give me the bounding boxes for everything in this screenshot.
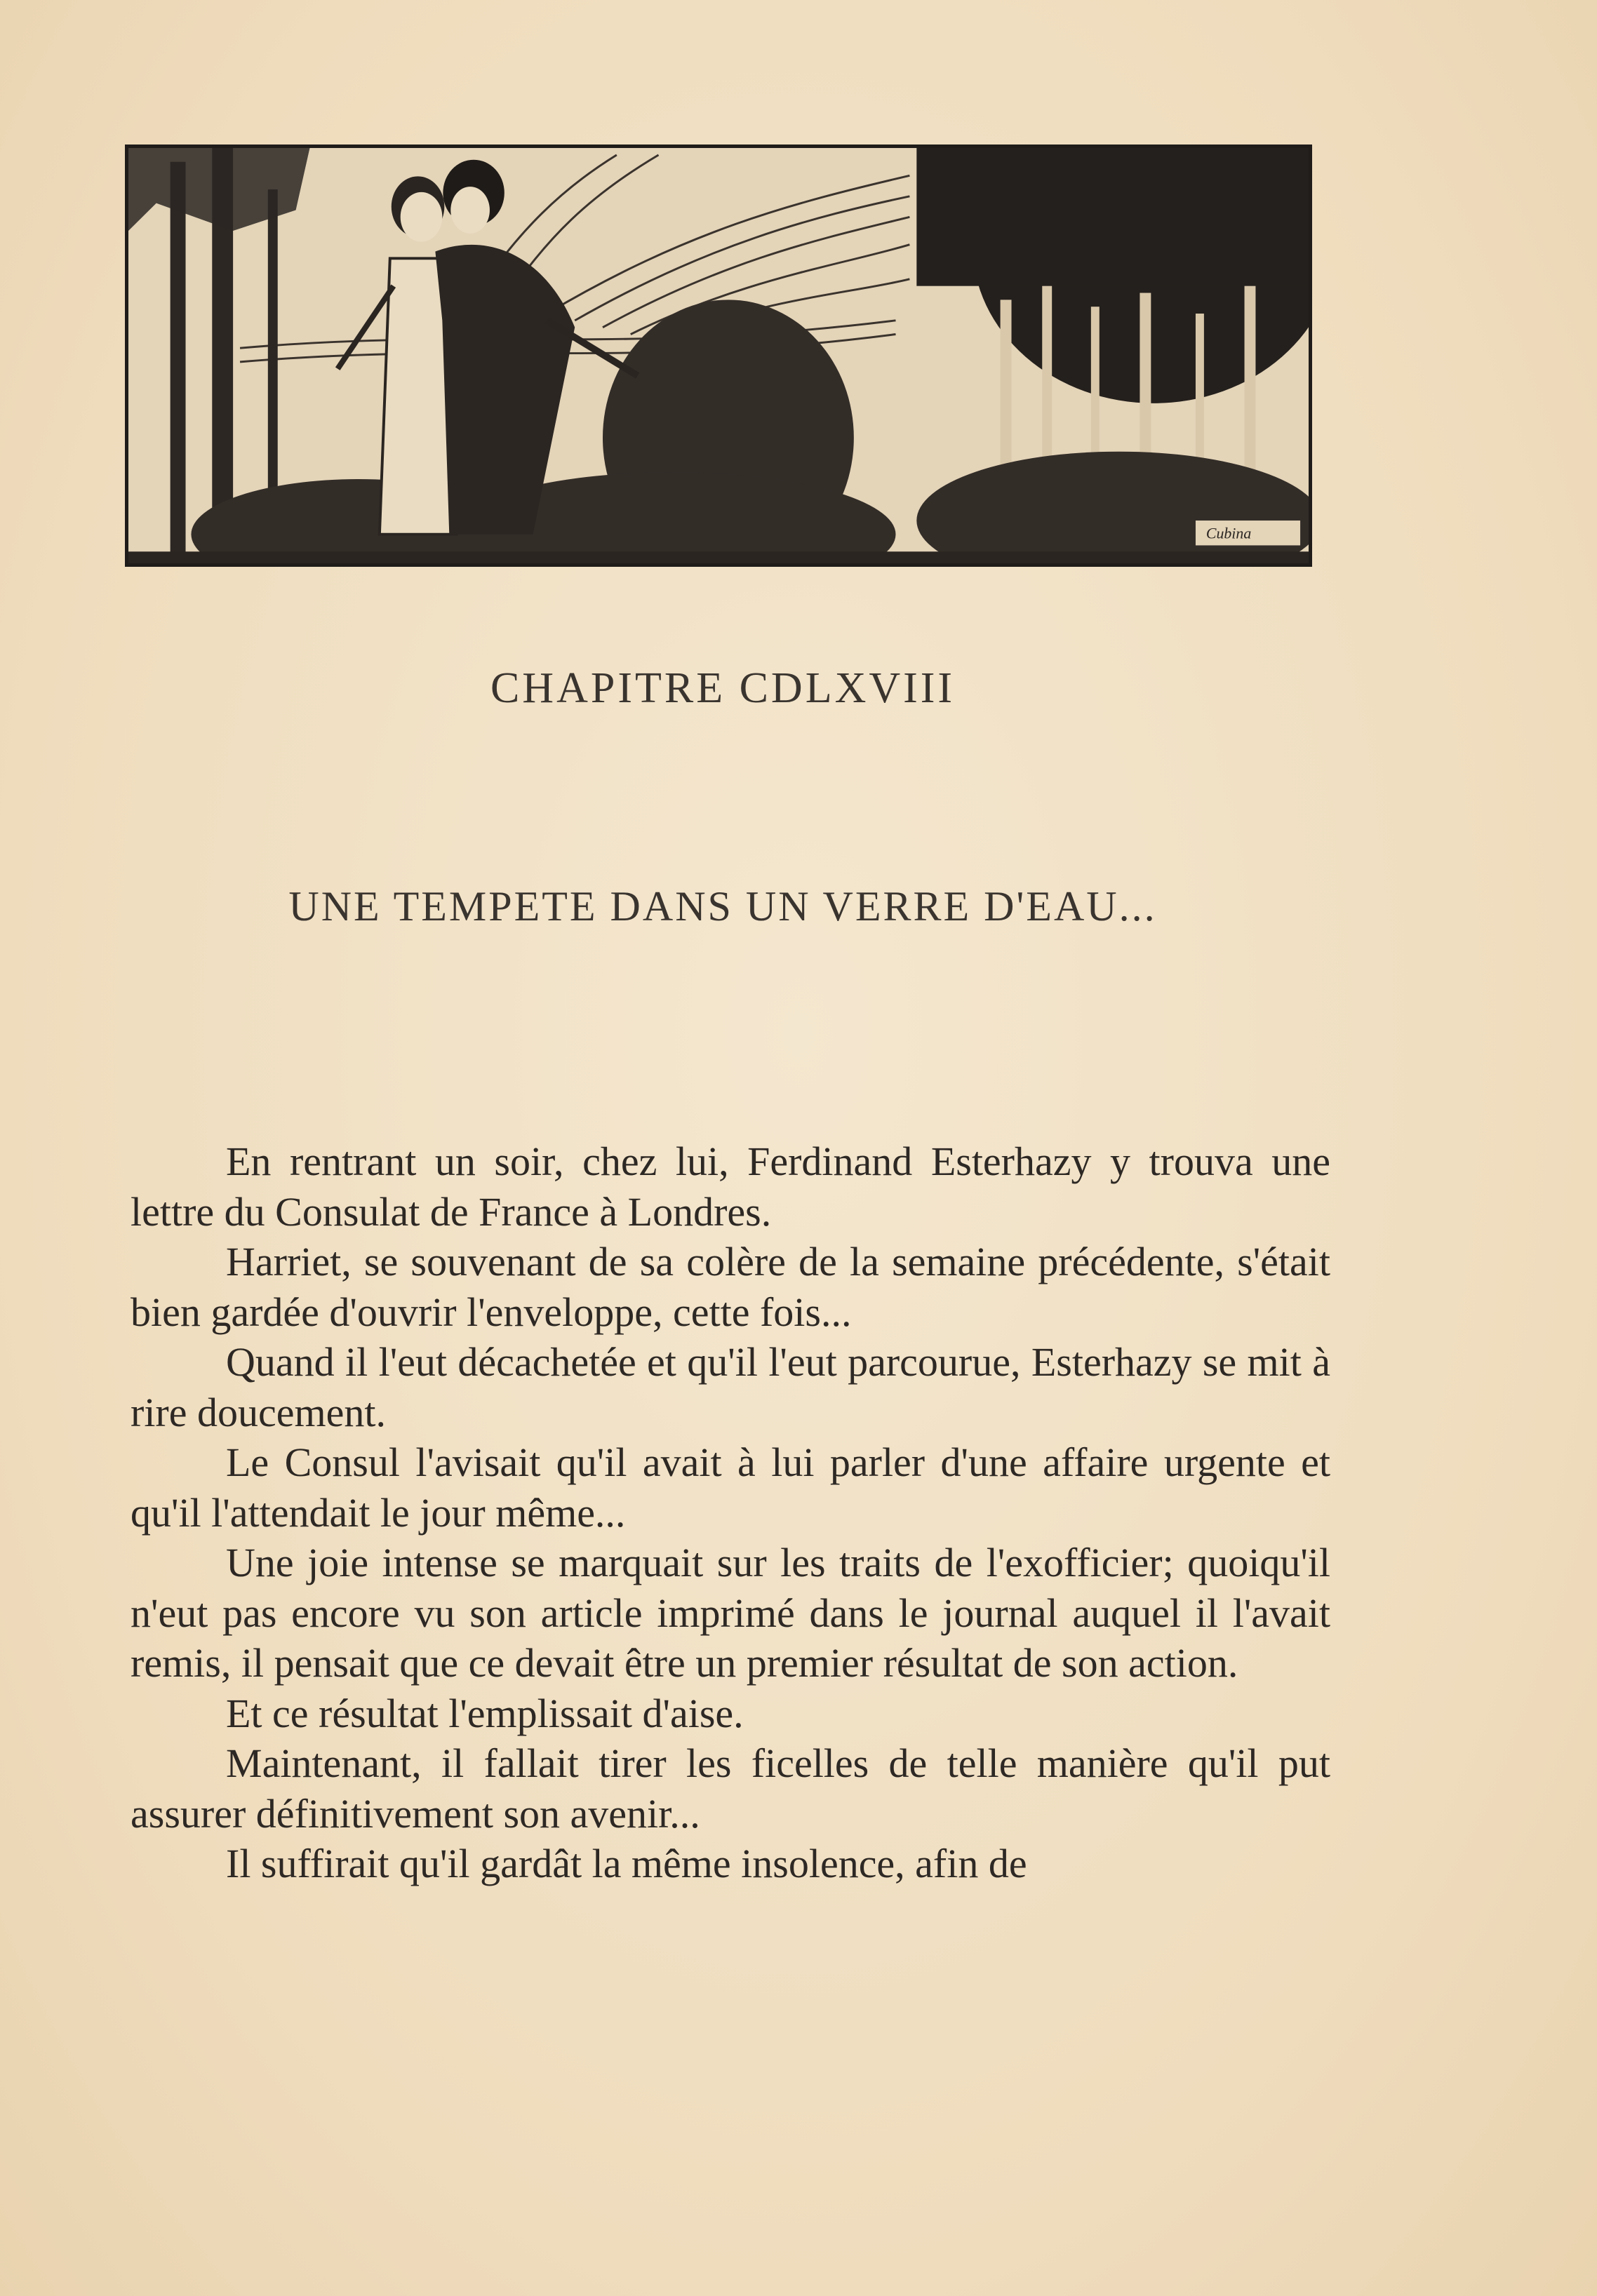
- chapter-title: UNE TEMPETE DANS UN VERRE D'EAU...: [288, 883, 1157, 929]
- paragraph: Harriet, se souvenant de sa colère de la semaine précédente, s'était bien gardée d'ouvrir l'enveloppe, cette fois...: [131, 1239, 1330, 1335]
- paragraph: Le Consul l'avisait qu'il avait à lui parler d'une affaire urgente et qu'il l'attendait le jour même...: [131, 1439, 1330, 1536]
- paragraph: Quand il l'eut décachetée et qu'il l'eut parcourue, Esterhazy se mit à rire doucement.: [131, 1339, 1330, 1435]
- paragraph: En rentrant un soir, chez lui, Ferdinand Esterhazy y trouva une lettre du Consulat de France à Londres.: [131, 1139, 1330, 1235]
- paragraph: Maintenant, il fallait tirer les ficelles de telle manière qu'il put assurer définitivement son avenir...: [131, 1740, 1330, 1837]
- chapter-header-illustration: [125, 145, 1312, 567]
- paragraph: Et ce résultat l'emplissait d'aise.: [226, 1690, 744, 1736]
- engraving-image: [128, 148, 1309, 563]
- paragraph: Il suffirait qu'il gardât la même insolence, afin de: [226, 1841, 1027, 1886]
- artist-signature: Cubina: [1205, 525, 1252, 542]
- paragraph: Une joie intense se marquait sur les traits de l'exofficier; quoiqu'il n'eut pas encore vu son article imprimé dans le journal auquel il l'avait remis, il pensait que ce devait être un premier résultat de son action.: [131, 1540, 1330, 1686]
- chapter-body: [131, 1136, 1330, 1889]
- chapter-number: CHAPITRE CDLXVIII: [490, 664, 956, 712]
